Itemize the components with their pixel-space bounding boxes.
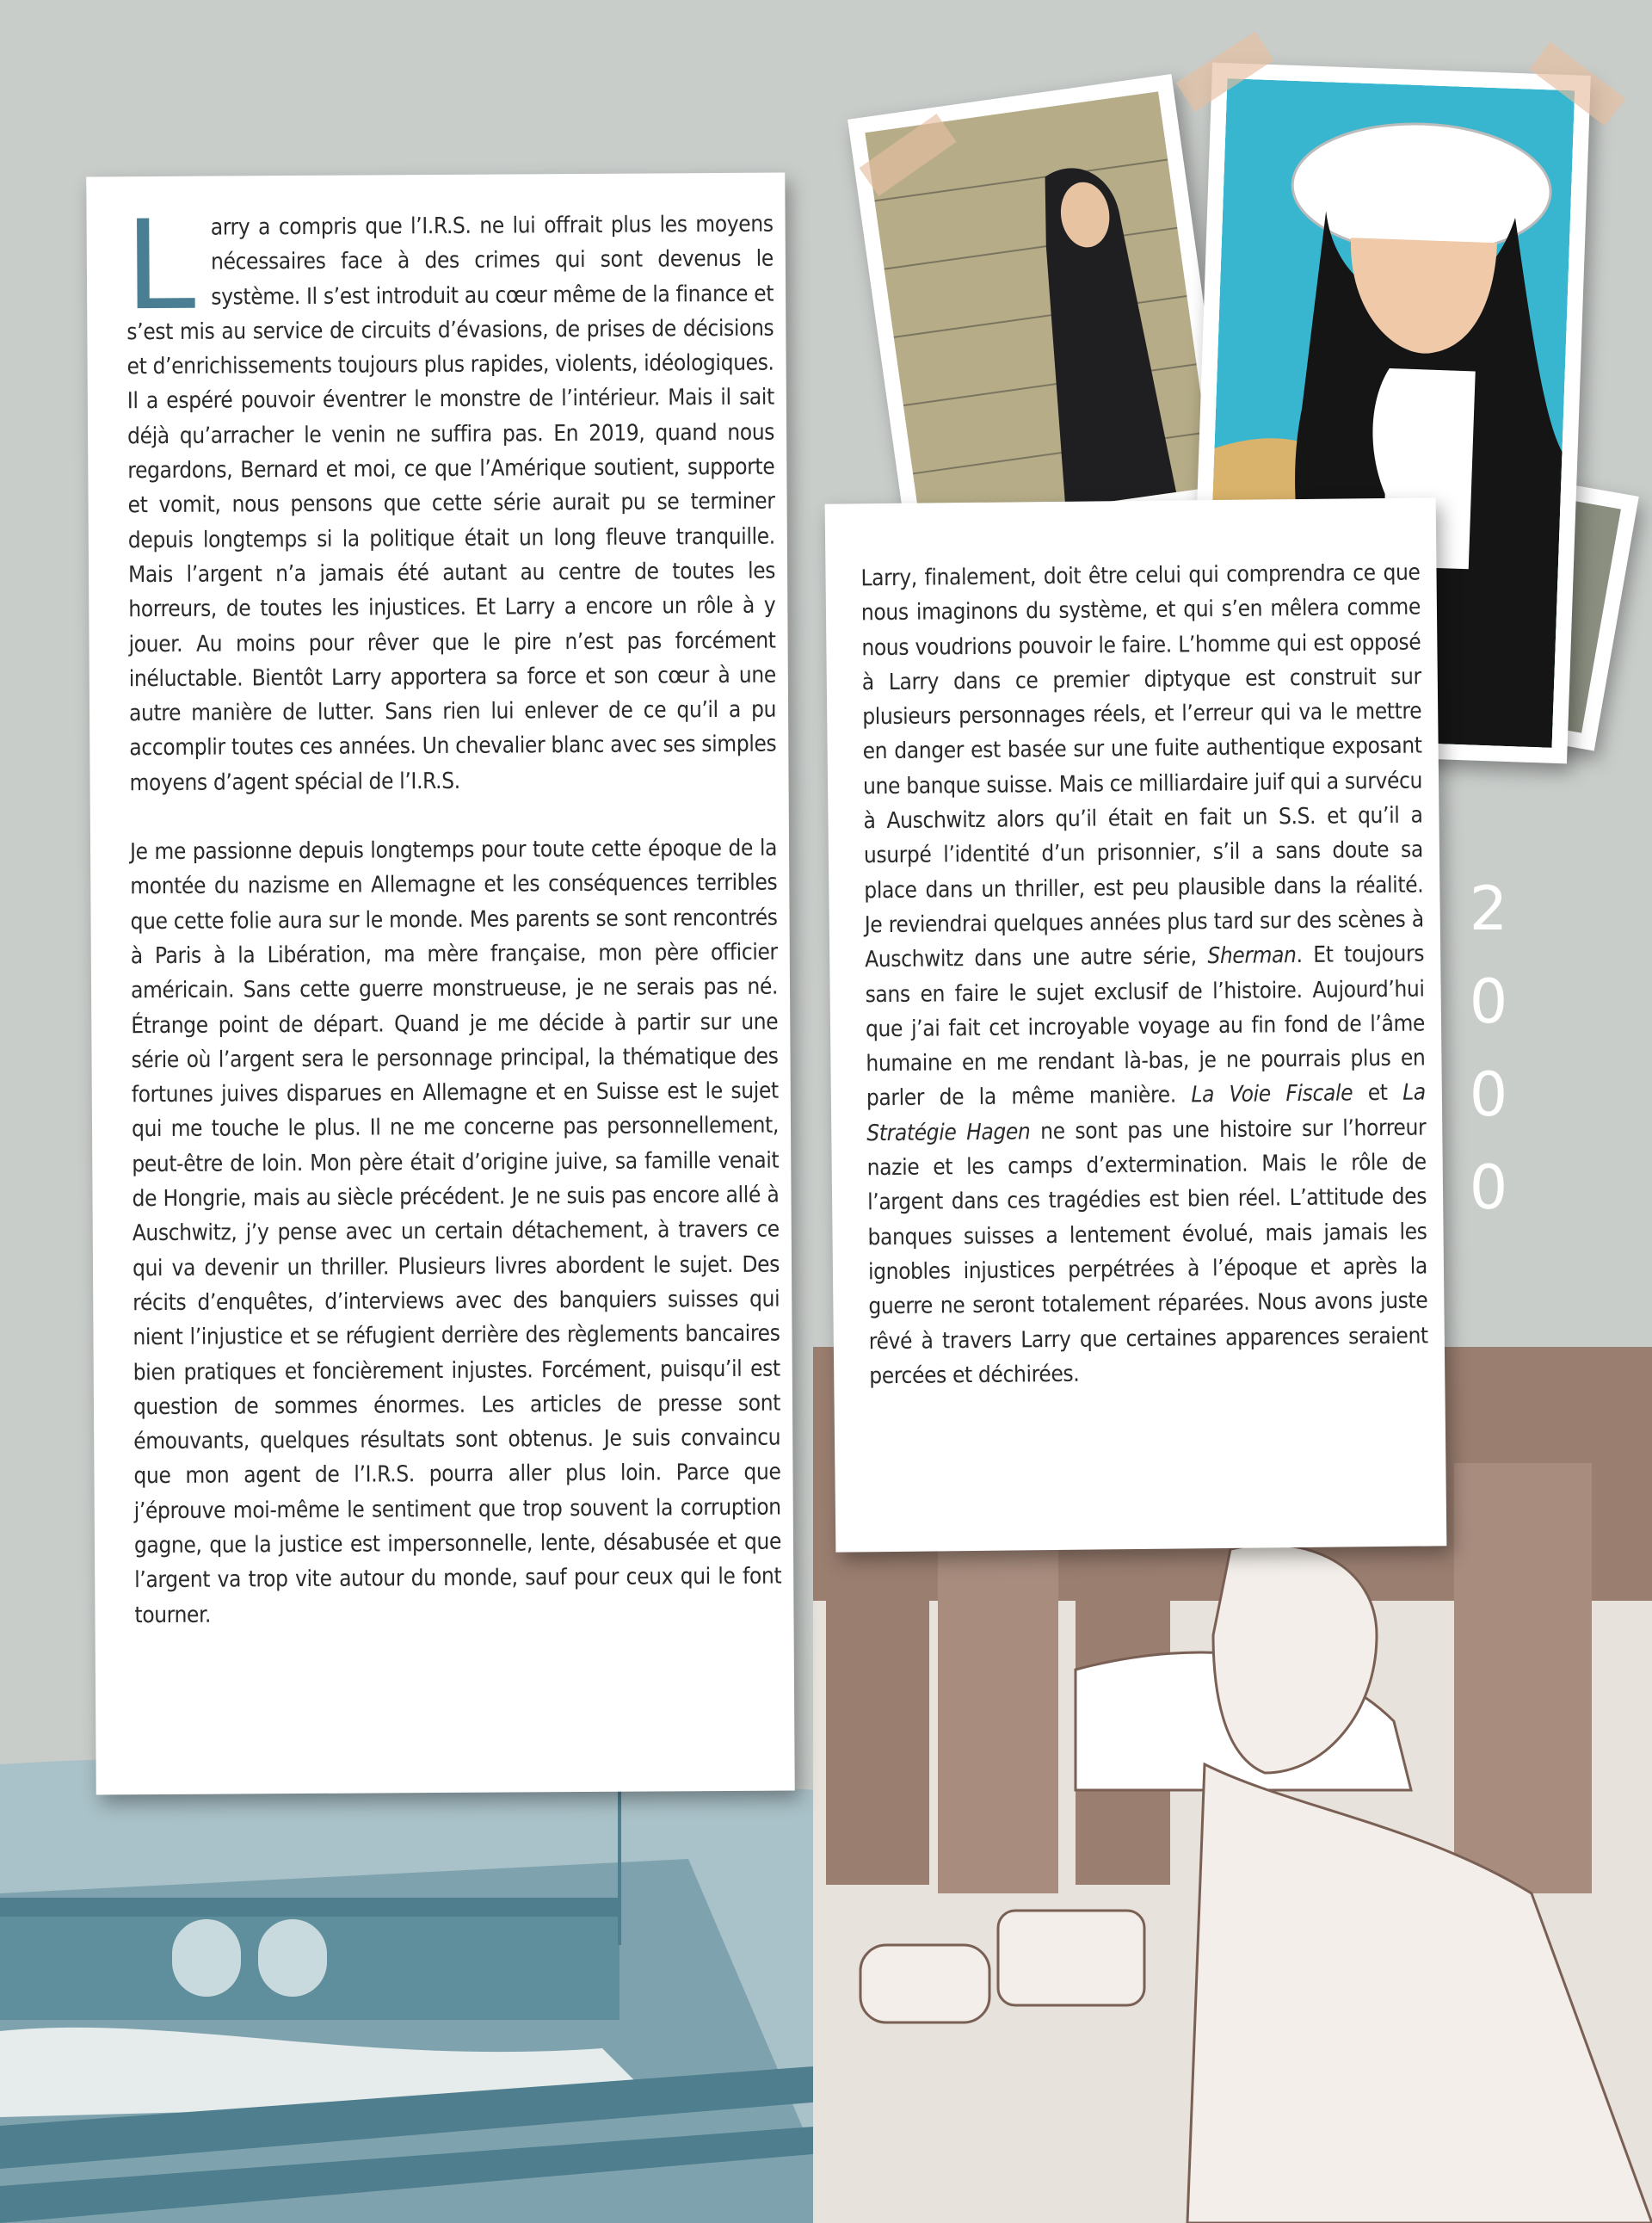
- year-digit: 2: [1469, 874, 1508, 944]
- year-digit: 0: [1469, 1152, 1508, 1223]
- paragraph-3-text-b: . Et toujours sans en faire le sujet exclusif de l’histoire. Aujourd’hui que j’ai fait cet incroyable voyage au fin fond de l’âme humaine en me rendant là-bas, je ne pourrais plus en parler de la même manière.: [865, 941, 1426, 1112]
- article-column-1: [126, 189, 782, 1633]
- paragraph-3-text-a: Larry, finalement, doit être celui qui comprendra ce que nous imaginons du système, et qui s’en mêlera comme nous voudrions pouvoir le faire. L’homme qui est opposé à Larry dans ce premier diptyque est construit sur plusieurs personnages réels, et l’erreur qui va le mettre en danger est basée sur une fuite authentique exposant une banque suisse. Mais ce milliardaire juif qui a survécu à Auschwitz alors qu’il était en fait un S.S. et qu’il a usurpé l’identité d’un prisonnier, s’il a sans doute sa place dans un thriller, est peu plausible dans la réalité. Je reviendrai quelques années plus tard sur des scènes à Auschwitz dans une autre série,: [860, 559, 1424, 973]
- drop-cap: L: [126, 189, 200, 337]
- paragraph-3-connector: et: [1353, 1080, 1403, 1107]
- text-card-right: [825, 497, 1447, 1552]
- year-digit: 0: [1469, 1059, 1508, 1130]
- paragraph-3: [860, 556, 1428, 1394]
- paragraph-3-text-c: ne sont pas une histoire sur l’horreur nazie et les camps d’extermination. Mais le rôle de l’argent dans ces tragédies est bien réel. L’attitude des banques suisses a lentement évolué, mais jamais les ignobles injustices perpétrées à l’époque et après la guerre ne seront totalement réparées. Nous avons juste rêvé à travers Larry que certaines apparences seraient percées et déchirées.: [866, 1115, 1428, 1390]
- title-la-voie-fiscale: La Voie Fiscale: [1191, 1080, 1353, 1108]
- year-vertical: [1463, 862, 1514, 1234]
- paragraph-1-text: arry a compris que l’I.R.S. ne lui offrait plus les moyens nécessaires face à des crimes qui sont devenus le système. Il s’est introduit au cœur même de la finance et s’est mis au service de circuits d’évasions, de prises de décisions et d’enrichissements toujours plus rapides, violents, idéologiques. Il a espéré pouvoir éventrer le monstre de l’intérieur. Mais il sait déjà qu’arracher le venin ne suffira pas. En 2019, quand nous regardons, Bernard et moi, ce que l’Amérique soutient, supporte et vomit, nous pensons que cette série aurait pu se terminer depuis longtemps si la politique était un long fleuve tranquille. Mais l’argent n’a jamais été autant au centre de toutes les horreurs, de toutes les injustices. Et Larry a encore un rôle à y jouer. Au moins pour rêver que le pire n’est pas forcément inéluctable. Bientôt Larry apportera sa force et son cœur à une autre manière de lutter. Sans rien lui enlever de ce qu’il a pu accomplir toutes ces années. Un chevalier blanc avec ses simples moyens d’agent spécial de l’I.R.S.: [126, 211, 777, 796]
- year-digit: 0: [1469, 966, 1508, 1037]
- title-sherman: Sherman: [1207, 942, 1297, 970]
- title-la-strategie-hagen: La Stratégie Hagen: [866, 1079, 1427, 1147]
- paragraph-2: Je me passionne depuis longtemps pour toute cette époque de la montée du nazisme en Allemagne et les conséquences terribles que cette folie aura sur le monde. Mes parents se sont rencontrés à Paris à la Libération, ma mère française, mon père officier américain. Sans cette guerre monstrueuse, je ne serais pas né. Étrange point de départ. Quand je me décide à partir sur une série où l’argent sera le personnage principal, la thématique des fortunes juives disparues en Allemagne et en Suisse est le sujet qui me touche le plus. Il ne me concerne pas personnellement, peut-être de loin. Mon père était d’origine juive, sa famille venait de Hongrie, mais au siècle précédent. Je ne suis pas encore allé à Auschwitz, j’y pense avec un certain détachement, à travers ce qui va devenir un thriller. Plusieurs livres abordent le sujet. Des récits d’enquêtes, d’interviews avec des banquiers suisses qui nient l’injustice et se réfugient derrière des règlements bancaires bien pratiques et foncièrement injustes. Forcément, puisqu’il est question de sommes énormes. Les articles de presse sont émouvants, quelques résultats sont obtenus. Je suis convaincu que mon agent de l’I.R.S. pourra aller plus loin. Parce que j’éprouve moi-même le sentiment que trop souvent la corruption gagne, que la justice est impersonnelle, lente, désabusée et que l’argent va trop vite autour du monde, sauf pour ceux qui le font tourner.: [129, 835, 782, 1628]
- paragraph-1: [126, 189, 777, 801]
- text-card-left: [86, 173, 794, 1795]
- article-column-2: [860, 556, 1428, 1394]
